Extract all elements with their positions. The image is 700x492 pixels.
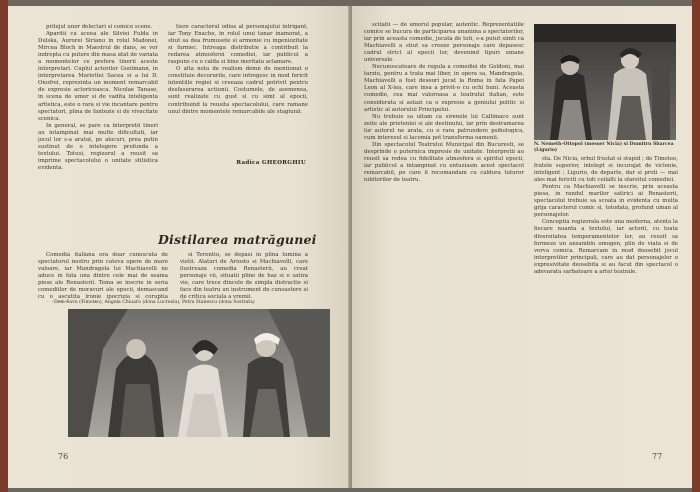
right-column-b-paragraph: sta. De Nicia, orbul frustat si stupid ; de Timoteo, fratele superior, intelept si incurajat de viclenie, inteligent ; Ligurio, de departe, dar si proti — mai ales mai fericiti cu toti ceilalti la sfarsitul comediei.	[534, 156, 678, 184]
left-column-c-paragraph: Comedia italiana era doar cunoscuta de spectatorul nostru prin cateva opere de mare valoare, iar Mandragola lui Machiavelli ne aduce in fata una dintre cele mai de seama piese ale Renasterii. Tema se inscrie in seria comediilor de moravuri ale epocii, demascand cu o ascutita ironie ipocrizia si coruptia	[38, 252, 168, 301]
left-column-b-paragraph: O alta nota de realism demn de mentionat o constituie decorurile, care intregesc in mod fericit intentiile regiei si creeaza cadrul potrivit pentru desfasurarea actiunii. Costumele, de asemenea, sunt realizate cu gust si cu simt al epocii, contribuind la reusita spectacolului, care ramane unul dintre momentele remarcabile ale stagiunii.	[168, 66, 308, 115]
photo-caption-left: Dem Savu (Timoteo), Angela Chiuaru (dona Lucrezia), Petra Stanescu (dona Sostrata)	[54, 300, 255, 305]
right-column-a-paragraph: Necunoscatoare de regula a comediei de Goldoni, mai tarziu, pentru a trata mai liber, in opera sa, Mandragola, Machiavelli a fost deseori jucat la Roma in fata Papei Leon al X-lea, care insa a privit-o cu ochi buni. Aceasta comedie, cea mai valoroasa a teatrului italian, este considerata si astazi ca o expresie a geniului politic si artistic al autorului Principelui.	[364, 64, 524, 113]
right-column-b	[534, 156, 678, 466]
stage-photo-right	[534, 24, 676, 140]
photo-caption-right: N. Nemeth-Ottopol (messer Nicia) si Dumitru Sbarcea (Ligurio)	[534, 142, 674, 153]
right-column-a	[364, 22, 524, 466]
left-column-a-paragraph: prilejul unor delectari si comice scene.	[46, 24, 153, 30]
left-column-c	[38, 252, 168, 302]
left-column-a-paragraph: In general, se pare ca interpretii tineri au intampinat mai multe dificultati, iar jocul lor s-a aratat, pe alocuri, prea putin sustinut de o intelegere profunda a textului. Totusi, regizorul a reusit sa imprime spectacolului o unitate stilistica evidenta.	[38, 122, 158, 171]
left-column-d	[180, 252, 308, 302]
book-edge-right	[692, 0, 700, 492]
left-column-d-paragraph: si Terentiu, se depasi in plina lumina a vietii. Alaturi de Ariosto si Machiavelli, care ilustreaza comedia Renasterii, au creat personaje vii, situatii pline de haz si o satira vie, care trece dincolo de simpla distractie si face din teatru un instrument de cunoastere si de critica sociala a vremii.	[180, 252, 308, 301]
article-signature: Radica GHEORGHIU	[236, 160, 306, 166]
left-column-a	[38, 24, 158, 224]
left-column-b-paragraph: tiere caracterul odios al personajului intrigant, iar Tony Enache, in rolul unui tanar inamorat, a stiut sa dea frumusete si armonie cu ingeniozitate si farmec. Intreaga distributie a contribuit la redarea atmosferei comediei, iar publicul a raspuns cu o calda si bine meritata aclamare.	[168, 24, 308, 66]
article-title: Distilarea matrăgunei	[158, 232, 317, 247]
right-column-a-paragraph: Nu trebuie sa uitam ca sirenele lui Callimaco sunt zeite ale prieteniei si ale destinului, iar prin destramarea lor autorul ne arata, cu o rara patrundere psihologica, cum interesul si lacomia pot transforma oamenii.	[364, 113, 524, 141]
stage-photo-left-image	[68, 309, 330, 437]
left-page	[8, 6, 350, 488]
book-edge-left	[0, 0, 8, 492]
page-number-left: 76	[58, 452, 69, 461]
right-column-b-paragraph: Pentru ca Machiavelli se inscrie, prin aceasta piesa, in randul marilor satirici ai Renasterii, spectacolul trebuie sa scoata in evidenta cu multa grija caracterul comic si, totodata, profund uman al personajelor.	[534, 184, 678, 219]
right-column-a-paragraph: scitatii — de umorul popular, autentic. Reprezentatiile comice se bucura de participarea unanima a spectatorilor, iar prin aceasta comedie, jucata de toti, s-a putut simti ca Machiavelli a stiut sa creeze personaje care depasesc cadrul strict al epocii lor, devenind tipuri umane universale.	[364, 22, 524, 64]
right-page	[352, 6, 692, 488]
stage-photo-right-image	[534, 24, 676, 140]
left-column-b	[168, 24, 308, 174]
left-column-a-paragraph: Aparitii ca aceea ale Silviei Fulda in Dulska, Aurorei Sirianu in rolul Madonei, Mircea Bloch in Maestrul de dans, se vor indrepta cu putere din masa atat de variata a momentelor ce prefera tinerii aceste interpretari. Cuplul actorilor Gootmann, in interpretarea Mariettei Sacea si a lui D. Onofrei, reprezinta un moment remarcabil de expresie actoriceasca. Nicolae Tanase, in scena de umor si de vadita inteligenta artistica, este o rara si vie incantare pentru spectatori, plina de fantezie si de vivacitate scenica.	[38, 31, 158, 122]
page-number-right: 77	[652, 452, 663, 461]
right-column-a-paragraph: Din spectacolul Teatrului Municipal din Bucuresti, se desprinde o puternica impresie de unitate. Interpretii au reusit sa redea cu fidelitate atmosfera si spiritul epocii, iar publicul a intampinat cu entuziasm acest spectacol remarcabil, pe care il recomandam cu caldura tuturor iubitorilor de teatru.	[364, 141, 524, 184]
right-column-b-paragraph: Conceptia regizorala este una moderna, atenta la fiecare nuanta a textului, iar actorii, cu toata diversitatea temperamentelor lor, au reusit sa formeze un ansamblu omogen, plin de viata si de verva comica. Remarcam in mod deosebit jocul interpretilor principali, care au dat personajelor o expresivitate deosebita si au facut din spectacol o adevarata sarbatoare a artei teatrale.	[534, 219, 678, 275]
stage-photo-left	[68, 309, 330, 437]
